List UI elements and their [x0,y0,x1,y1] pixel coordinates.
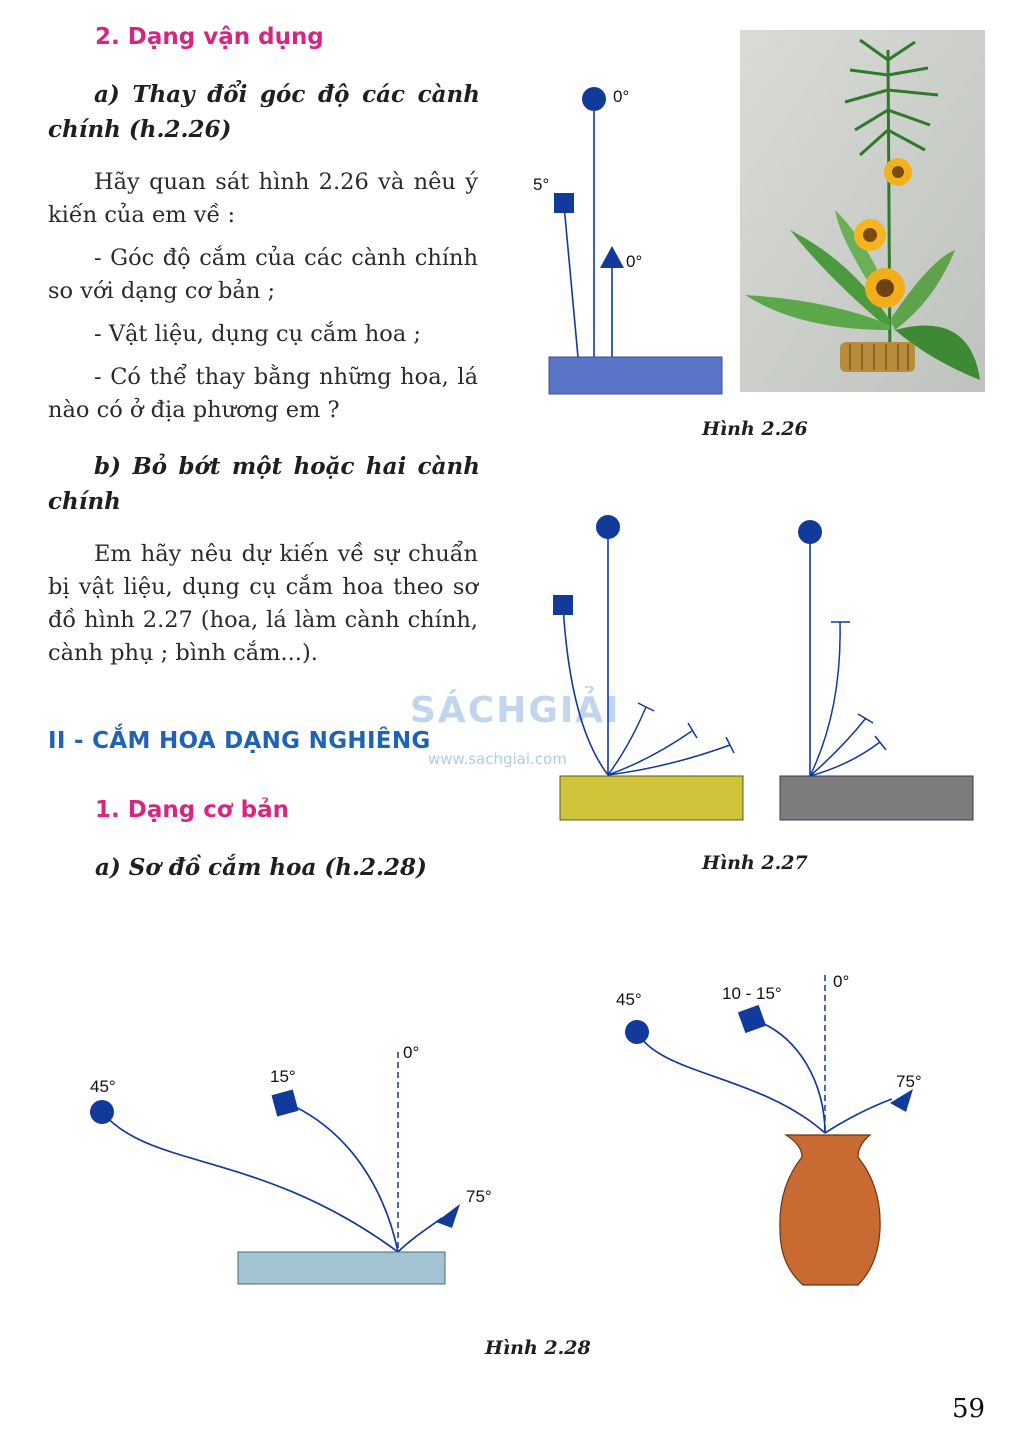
triangle-angle-label: 0° [626,252,643,271]
circle-marker [582,87,606,111]
base-block-light [238,1252,445,1284]
third-stem-curve [825,1099,892,1133]
base-block [549,357,722,394]
base-block-yellow [560,776,743,820]
base-block-gray [780,776,973,820]
main-stem-curve [637,1032,825,1133]
triangle-angle-label: 75° [896,1072,922,1091]
triangle-marker [600,246,624,268]
third-stem-curve [398,1218,442,1252]
page-number: 59 [952,1394,986,1424]
second-stem-curve [285,1102,398,1252]
square-marker [738,1005,766,1033]
square-marker [554,193,574,213]
figure-2-28-caption: Hình 2.28 [485,1337,591,1359]
figure-2-27-caption: Hình 2.27 [702,852,808,874]
part-a-body [48,166,478,437]
circle-marker [90,1100,114,1124]
section-ii-heading: II - CẮM HOA DẠNG NGHIÊNG [48,728,431,754]
sunflower-bottom [865,268,905,308]
main-stem-curve [102,1112,398,1252]
paragraph-prepare: Em hãy nêu dự kiến về sự chuẩn bị vật liệu, dụng cụ cắm hoa theo sơ đồ hình 2.27 (hoa, lá làm cành chính, cành phụ ; bình cắm...). [48,541,478,666]
square-marker [553,595,573,615]
side-stem-1 [608,707,646,775]
side-stem-3 [810,742,880,776]
flower-arrangement-photo [740,30,985,392]
figure-2-28-right-diagram [600,965,945,1295]
triangle-angle-label: 75° [466,1187,492,1206]
square-angle-label: 10 - 15° [722,984,782,1003]
circle-angle-label: 45° [90,1077,116,1096]
circle-marker [798,520,822,544]
part-a-title: a) Thay đổi góc độ các cành chính (h.2.26) [48,81,480,143]
sunflower-top [884,158,912,186]
part-b-title: b) Bỏ bớt một hoặc hai cành chính [48,453,480,515]
vertical-angle-label: 0° [403,1043,420,1062]
paragraph-materials: - Vật liệu, dụng cụ cắm hoa ; [94,321,421,347]
paragraph-observe: Hãy quan sát hình 2.26 và nêu ý kiến của em về : [48,169,478,228]
triangle-marker [890,1089,913,1112]
paragraph-angle: - Góc độ cắm của các cành chính so với dạng cơ bản ; [48,245,478,304]
sunflower-middle [854,219,886,251]
figure-2-26-diagram [520,70,740,410]
square-angle-label: 5° [533,175,550,194]
triangle-marker [436,1204,460,1228]
side-stem-2 [810,718,866,776]
circle-marker [625,1020,649,1044]
second-stem-line [563,605,608,775]
paragraph-local-flowers: - Có thể thay bằng những hoa, lá nào có ở địa phương em ? [48,364,478,423]
circle-angle-label: 45° [616,990,642,1009]
figure-2-28-left-diagram [80,1030,492,1295]
basic-form-heading: 1. Dạng cơ bản [95,797,290,823]
figure-2-27-right-diagram [770,510,980,825]
vase [780,1135,880,1285]
side-stem-3 [608,745,730,775]
square-marker [272,1090,299,1117]
circle-angle-label: 0° [613,87,630,106]
vertical-angle-label: 0° [833,972,850,991]
watermark-url: www.sachgiai.com [428,750,567,768]
watermark-brand: SÁCHGIẢI [410,690,621,731]
section-heading-applied-form: 2. Dạng vận dụng [95,24,324,50]
part-b-body [48,538,478,680]
diagram-title: a) Sơ đồ cắm hoa (h.2.28) [95,854,427,881]
square-angle-label: 15° [270,1067,296,1086]
figure-2-27-left-diagram [540,505,755,825]
second-stem-curve [752,1019,825,1133]
second-stem-line [564,205,578,357]
circle-marker [596,515,620,539]
figure-2-26-caption: Hình 2.26 [702,418,808,440]
